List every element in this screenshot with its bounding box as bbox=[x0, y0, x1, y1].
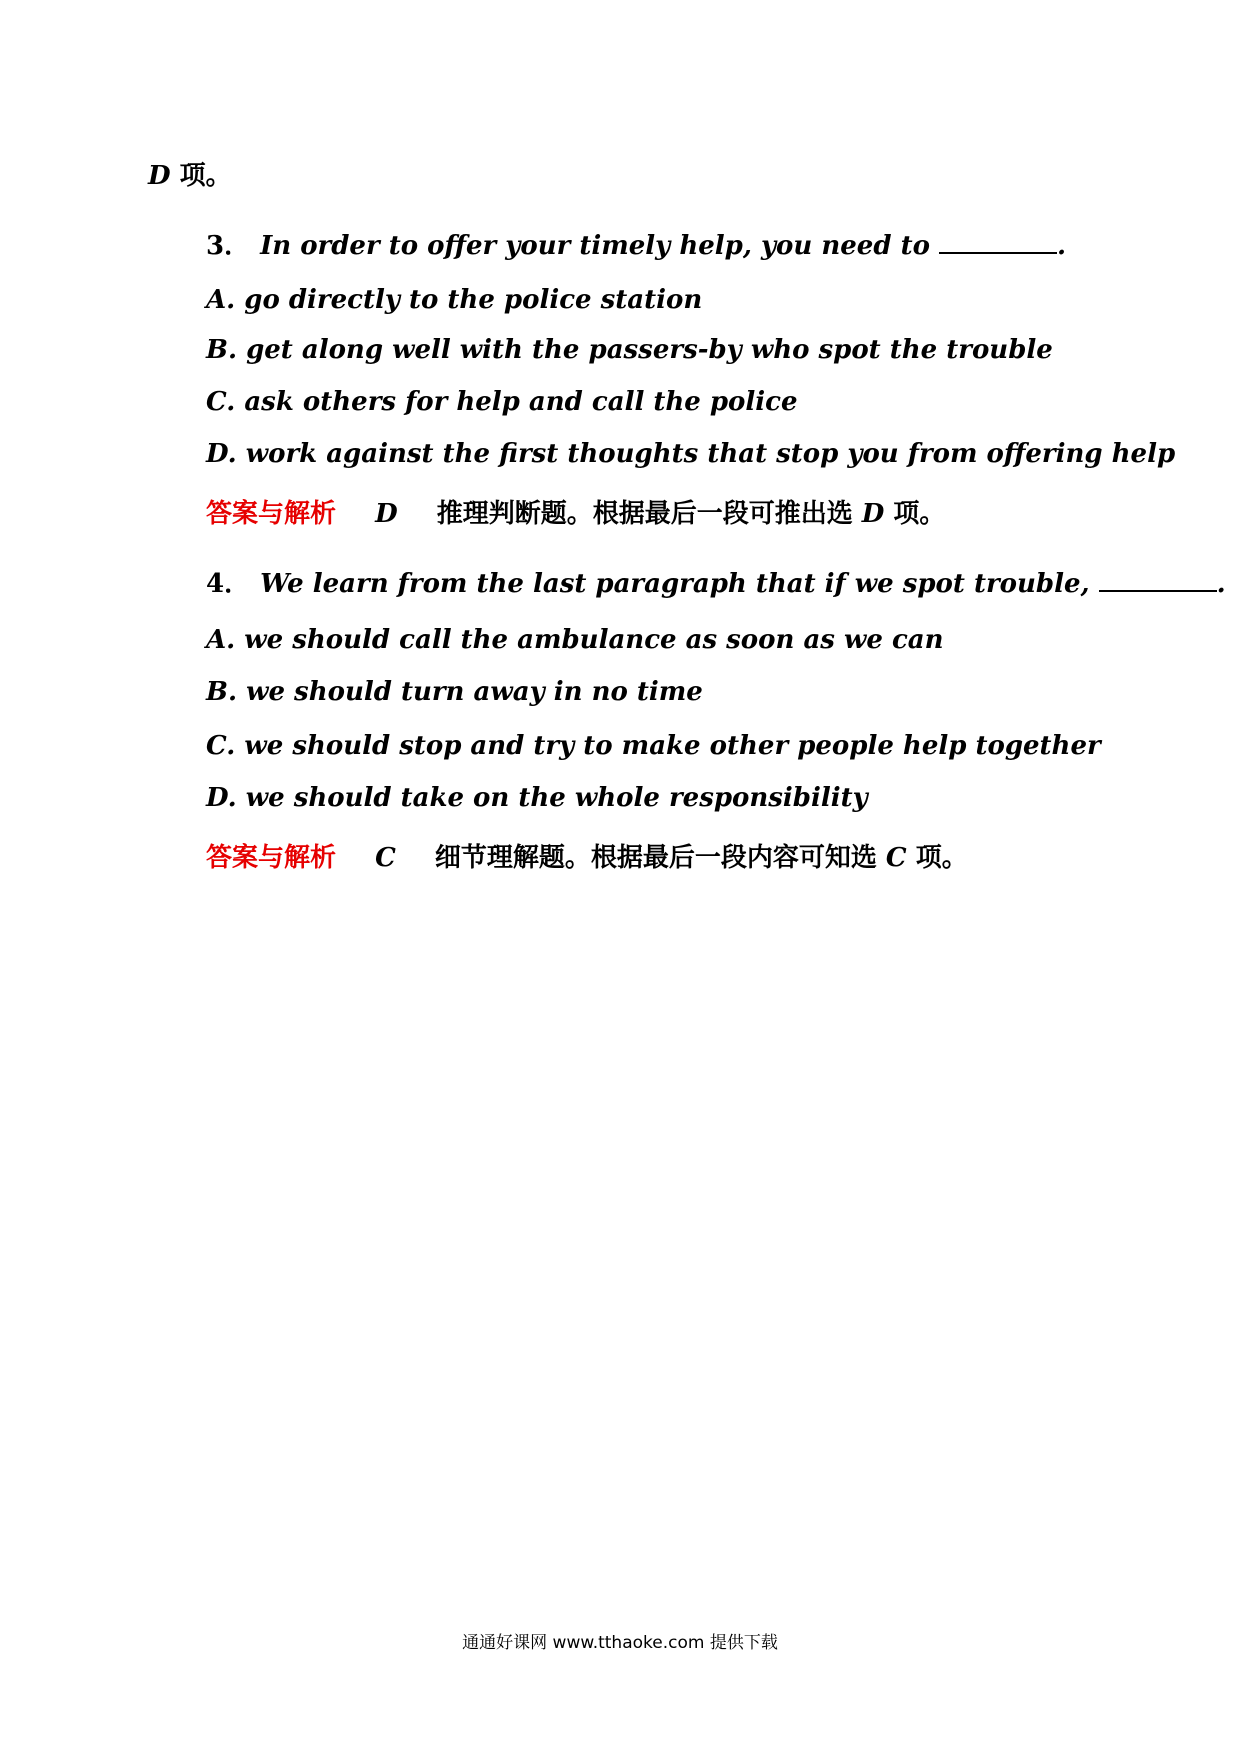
question-3-stem bbox=[206, 230, 1066, 262]
question-number: 4． bbox=[206, 569, 251, 599]
answer-blank bbox=[1099, 568, 1217, 592]
explanation-letter: C bbox=[885, 843, 907, 873]
answer-label: 答案与解析 bbox=[206, 843, 337, 873]
question-4-stem bbox=[206, 568, 1226, 600]
option-b: B. get along well with the passers-by who spot the trouble bbox=[206, 335, 1053, 365]
explanation-letter: D bbox=[861, 499, 885, 529]
option-d: D. we should take on the whole responsibility bbox=[206, 783, 868, 813]
explanation-text: 推理判断题。根据最后一段可推出选 bbox=[436, 499, 853, 529]
page-footer: 通通好课网 www.tthaoke.com 提供下载 bbox=[462, 1633, 778, 1653]
answer-explanation-3 bbox=[206, 498, 945, 530]
continuation-letter: D bbox=[148, 161, 171, 191]
answer-letter: C bbox=[375, 843, 396, 873]
continuation-line bbox=[148, 160, 232, 192]
answer-blank bbox=[939, 230, 1057, 254]
explanation-text: 细节理解题。根据最后一段内容可知选 bbox=[434, 843, 877, 873]
answer-letter: D bbox=[375, 499, 398, 529]
explanation-end: 项。 bbox=[893, 499, 946, 529]
question-end: . bbox=[1216, 569, 1226, 599]
explanation-end: 项。 bbox=[915, 843, 968, 873]
option-c: C. ask others for help and call the police bbox=[206, 387, 798, 417]
option-a: A. go directly to the police station bbox=[206, 285, 703, 315]
question-number: 3． bbox=[206, 231, 251, 261]
question-text: We learn from the last paragraph that if we spot trouble, bbox=[260, 569, 1090, 599]
answer-label: 答案与解析 bbox=[206, 499, 337, 529]
continuation-text: 项。 bbox=[179, 161, 232, 191]
option-b: B. we should turn away in no time bbox=[206, 677, 703, 707]
option-c: C. we should stop and try to make other people help together bbox=[206, 731, 1101, 761]
option-d: D. work against the first thoughts that stop you from offering help bbox=[206, 439, 1176, 469]
question-text: In order to offer your timely help, you need to bbox=[260, 231, 930, 261]
question-end: . bbox=[1057, 231, 1067, 261]
option-a: A. we should call the ambulance as soon as we can bbox=[206, 625, 944, 655]
answer-explanation-4 bbox=[206, 842, 968, 874]
